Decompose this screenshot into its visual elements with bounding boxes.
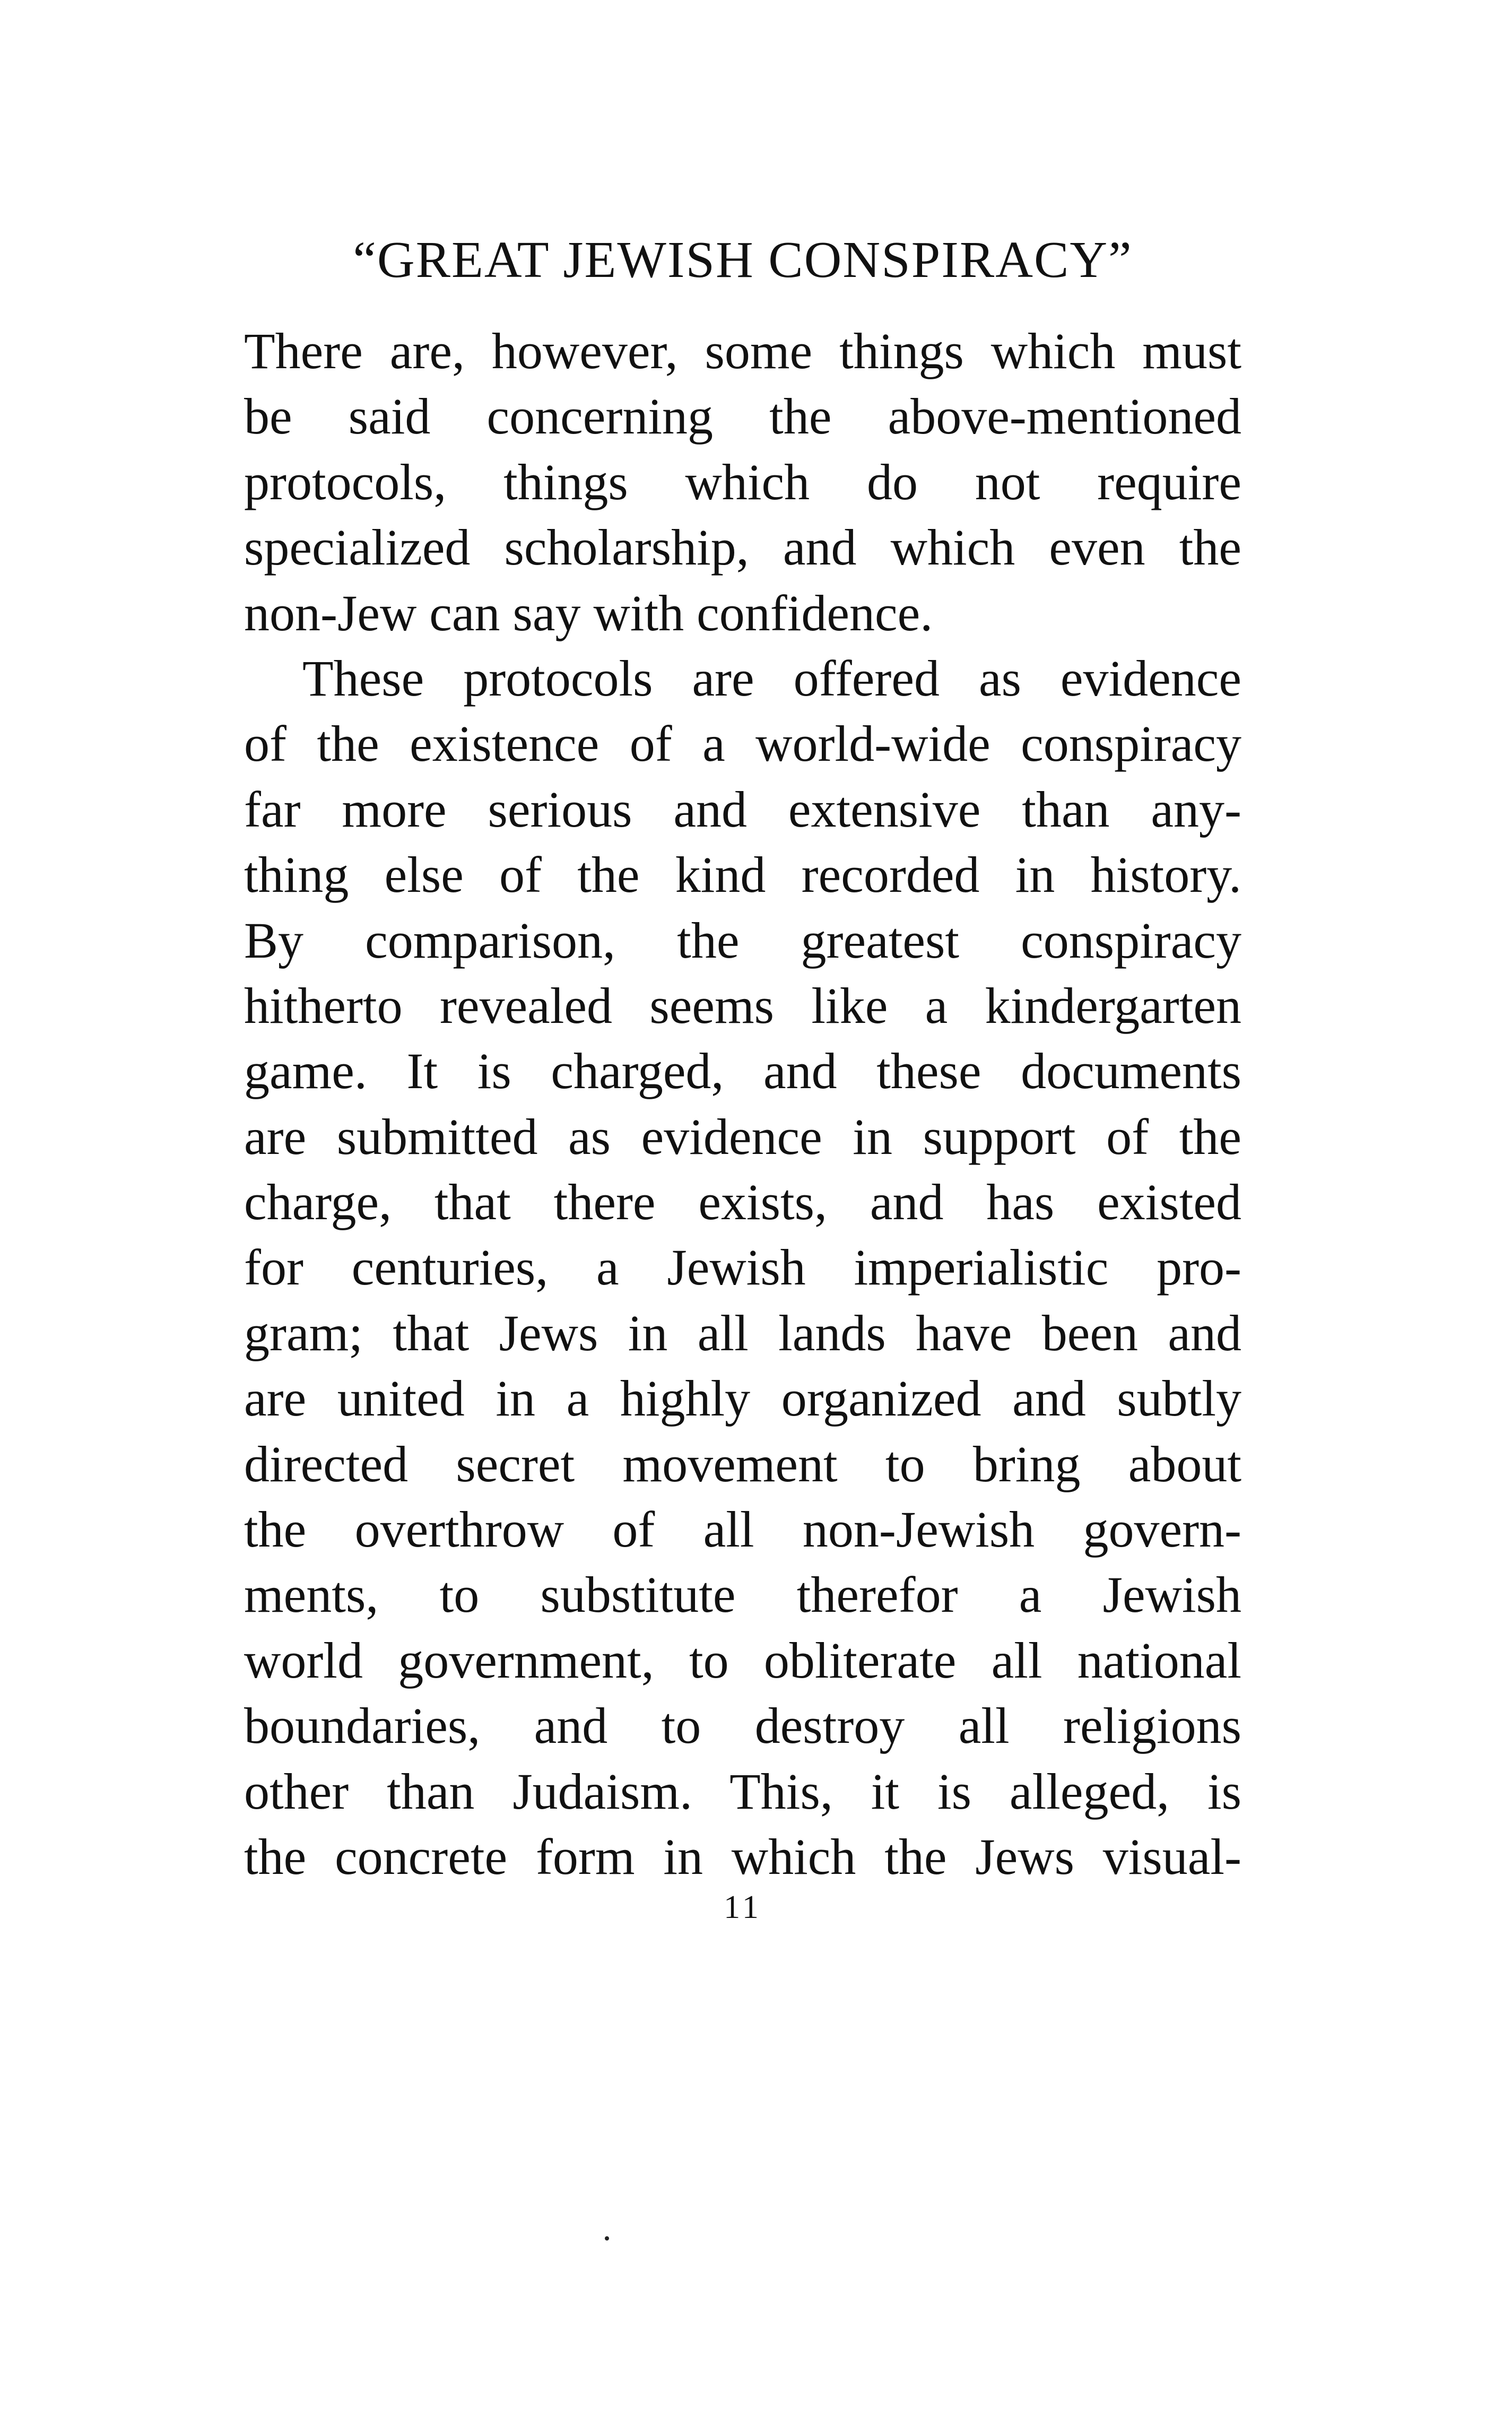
text-line: These protocols are offered as evidence	[302, 649, 1241, 707]
paper-speck	[605, 2236, 609, 2241]
paragraph-2	[244, 646, 1241, 1889]
text-line: far more serious and extensive than any-	[244, 780, 1241, 838]
text-line: thing else of the kind recorded in history.	[244, 846, 1241, 904]
body-text	[244, 318, 1241, 1889]
text-line: specialized scholarship, and which even the	[244, 519, 1241, 576]
text-line: directed secret movement to bring about	[244, 1435, 1241, 1492]
text-line: are submitted as evidence in support of the	[244, 1108, 1241, 1165]
page-number: 11	[724, 1889, 762, 1925]
paragraph-1	[244, 318, 1241, 646]
text-line: boundaries, and to destroy all religions	[244, 1697, 1241, 1755]
text-line: gram; that Jews in all lands have been and	[244, 1304, 1241, 1361]
text-line: game. It is charged, and these documents	[244, 1043, 1241, 1100]
text-line: charge, that there exists, and has existed	[244, 1174, 1241, 1231]
text-line: ments, to substitute therefor a Jewish	[244, 1566, 1241, 1623]
text-line: other than Judaism. This, it is alleged, is	[244, 1762, 1241, 1820]
text-line: By comparison, the greatest conspiracy	[244, 911, 1241, 969]
text-line: protocols, things which do not require	[244, 453, 1241, 510]
text-line: hitherto revealed seems like a kindergarten	[244, 977, 1241, 1034]
text-line: world government, to obliterate all national	[244, 1631, 1241, 1689]
text-line: of the existence of a world-wide conspiracy	[244, 715, 1241, 772]
text-line: for centuries, a Jewish imperialistic pro-	[244, 1239, 1241, 1296]
text-line: There are, however, some things which must	[244, 323, 1241, 379]
text-line: the overthrow of all non-Jewish govern-	[244, 1501, 1241, 1558]
running-head: “GREAT JEWISH CONSPIRACY”	[353, 231, 1133, 289]
text-line: the concrete form in which the Jews visual-	[244, 1828, 1241, 1885]
text-line: non-Jew can say with confidence.	[244, 584, 933, 641]
text-line: are united in a highly organized and subtly	[244, 1370, 1241, 1427]
text-line: be said concerning the above-mentioned	[244, 388, 1241, 445]
